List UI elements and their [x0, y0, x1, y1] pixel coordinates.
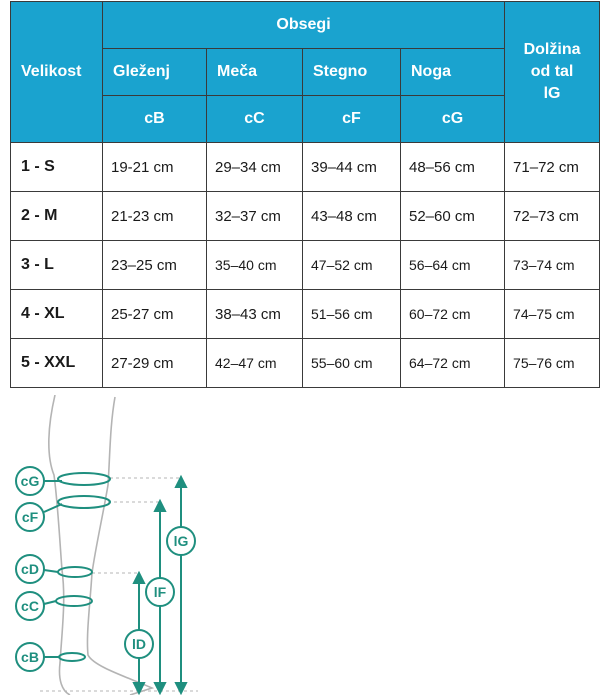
label-lg — [167, 527, 195, 555]
cell-cf: 47–52 cm — [303, 241, 401, 290]
header-thigh: Stegno — [303, 49, 401, 96]
cell-cg: 56–64 cm — [401, 241, 505, 290]
leg-measurement-diagram — [0, 395, 260, 695]
cell-cf: 39–44 cm — [303, 143, 401, 192]
cell-lg: 74–75 cm — [505, 290, 600, 339]
cell-cc: 32–37 cm — [207, 192, 303, 241]
size-table — [10, 1, 600, 388]
cell-lg: 72–73 cm — [505, 192, 600, 241]
svg-text:lF: lF — [153, 584, 167, 600]
svg-text:cD: cD — [21, 561, 39, 577]
cell-cc: 42–47 cm — [207, 339, 303, 388]
cell-cb: 21-23 cm — [103, 192, 207, 241]
header-code-cg: cG — [401, 96, 505, 143]
svg-text:cB: cB — [21, 649, 39, 665]
svg-text:lD: lD — [132, 636, 146, 652]
header-circumferences: Obsegi — [103, 2, 505, 49]
cell-cb: 25-27 cm — [103, 290, 207, 339]
size-cell: 4 - XL — [11, 290, 103, 339]
cell-cb: 23–25 cm — [103, 241, 207, 290]
cell-cf: 55–60 cm — [303, 339, 401, 388]
label-ld — [125, 630, 153, 658]
label-lf — [146, 578, 174, 606]
cell-cc: 29–34 cm — [207, 143, 303, 192]
header-size: Velikost — [11, 2, 103, 143]
cell-cc: 38–43 cm — [207, 290, 303, 339]
header-length: Dolžina od tal lG — [505, 2, 600, 143]
size-cell: 5 - XXL — [11, 339, 103, 388]
cell-lg: 73–74 cm — [505, 241, 600, 290]
header-code-cb: cB — [103, 96, 207, 143]
svg-text:cF: cF — [21, 509, 39, 525]
label-cf — [16, 503, 44, 531]
header-ankle: Gleženj — [103, 49, 207, 96]
cell-lg: 71–72 cm — [505, 143, 600, 192]
circumference-rings — [56, 473, 110, 661]
cell-cg: 64–72 cm — [401, 339, 505, 388]
label-cb — [16, 643, 44, 671]
cell-cf: 51–56 cm — [303, 290, 401, 339]
table-row — [11, 241, 600, 290]
label-cc — [16, 592, 44, 620]
size-cell: 3 - L — [11, 241, 103, 290]
header-code-cc: cC — [207, 96, 303, 143]
header-calf: Meča — [207, 49, 303, 96]
cell-cf: 43–48 cm — [303, 192, 401, 241]
svg-text:cC: cC — [21, 598, 39, 614]
svg-text:lG: lG — [173, 533, 189, 549]
cell-cg: 52–60 cm — [401, 192, 505, 241]
cell-cc: 35–40 cm — [207, 241, 303, 290]
label-cd — [16, 555, 44, 583]
table-row — [11, 143, 600, 192]
cell-lg: 75–76 cm — [505, 339, 600, 388]
table-row — [11, 192, 600, 241]
cell-cg: 48–56 cm — [401, 143, 505, 192]
table-row — [11, 339, 600, 388]
svg-text:cG: cG — [20, 473, 40, 489]
size-cell: 2 - M — [11, 192, 103, 241]
cell-cb: 27-29 cm — [103, 339, 207, 388]
cell-cb: 19-21 cm — [103, 143, 207, 192]
cell-cg: 60–72 cm — [401, 290, 505, 339]
header-leg: Noga — [401, 49, 505, 96]
header-code-cf: cF — [303, 96, 401, 143]
table-row — [11, 290, 600, 339]
size-cell: 1 - S — [11, 143, 103, 192]
label-cg — [16, 467, 44, 495]
